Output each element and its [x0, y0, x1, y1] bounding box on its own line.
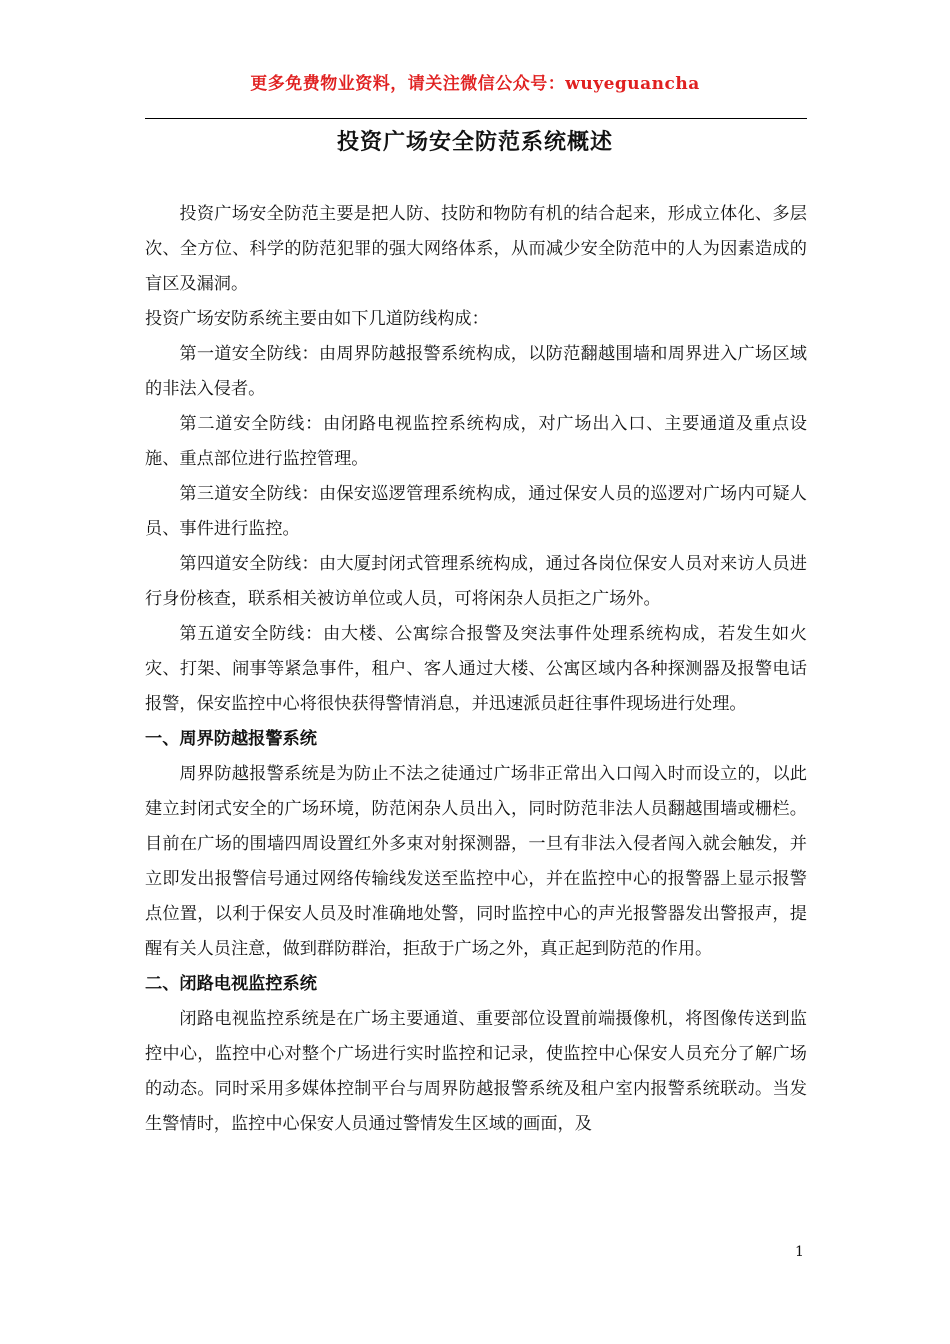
paragraph-line-5: 第五道安全防线：由大楼、公寓综合报警及突法事件处理系统构成，若发生如火灾、打架、闹事等紧急事件，租户、客人通过大楼、公寓区域内各种探测器及报警电话报警，保安监控中心将很快获得警情消息，并迅速派员赶往事件现场进行处理。 [145, 624, 807, 714]
paragraph-line-3: 第三道安全防线：由保安巡逻管理系统构成，通过保安人员的巡逻对广场内可疑人员、事件进行监控。 [145, 484, 807, 539]
paragraph-perimeter: 周界防越报警系统是为防止不法之徒通过广场非正常出入口闯入时而设立的，以此建立封闭式安全的广场环境，防范闲杂人员出入，同时防范非法人员翻越围墙或栅栏。目前在广场的围墙四周设置红外多束对射探测器，一旦有非法入侵者闯入就会触发，并立即发出报警信号通过网络传输线发送至监控中心，并在监控中心的报警器上显示报警点位置，以利于保安人员及时准确地处警，同时监控中心的声光报警器发出警报声，提醒有关人员注意，做到群防群治，拒敌于广场之外，真正起到防范的作用。 [145, 764, 807, 959]
paragraph-intro: 投资广场安全防范主要是把人防、技防和物防有机的结合起来，形成立体化、多层次、全方位、科学的防范犯罪的强大网络体系，从而减少安全防范中的人为因素造成的盲区及漏洞。 [145, 204, 807, 294]
paragraph-line-4: 第四道安全防线：由大厦封闭式管理系统构成，通过各岗位保安人员对来访人员进行身份核查，联系相关被访单位或人员，可将闲杂人员拒之广场外。 [145, 554, 807, 609]
paragraph-line-1: 第一道安全防线：由周界防越报警系统构成，以防范翻越围墙和周界进入广场区域的非法入侵者。 [145, 344, 807, 399]
paragraph-cctv: 闭路电视监控系统是在广场主要通道、重要部位设置前端摄像机，将图像传送到监控中心，监控中心对整个广场进行实时监控和记录，使监控中心保安人员充分了解广场的动态。同时采用多媒体控制平台与周界防越报警系统及租户室内报警系统联动。当发生警情时，监控中心保安人员通过警情发生区域的画面，及 [145, 1009, 807, 1134]
page-number: 1 [795, 1244, 804, 1260]
section-heading-perimeter: 一、周界防越报警系统 [145, 729, 317, 749]
header-rule [145, 118, 807, 119]
paragraph-line-2: 第二道安全防线：由闭路电视监控系统构成，对广场出入口、主要通道及重点设施、重点部位进行监控管理。 [145, 414, 807, 469]
section-heading-cctv: 二、闭路电视监控系统 [145, 974, 317, 994]
promo-banner: 更多免费物业资料，请关注微信公众号：wuyeguancha [250, 74, 700, 94]
document-title: 投资广场安全防范系统概述 [336, 129, 613, 155]
document-body [145, 197, 807, 1142]
paragraph-defense-lines-intro: 投资广场安防系统主要由如下几道防线构成： [145, 309, 489, 329]
